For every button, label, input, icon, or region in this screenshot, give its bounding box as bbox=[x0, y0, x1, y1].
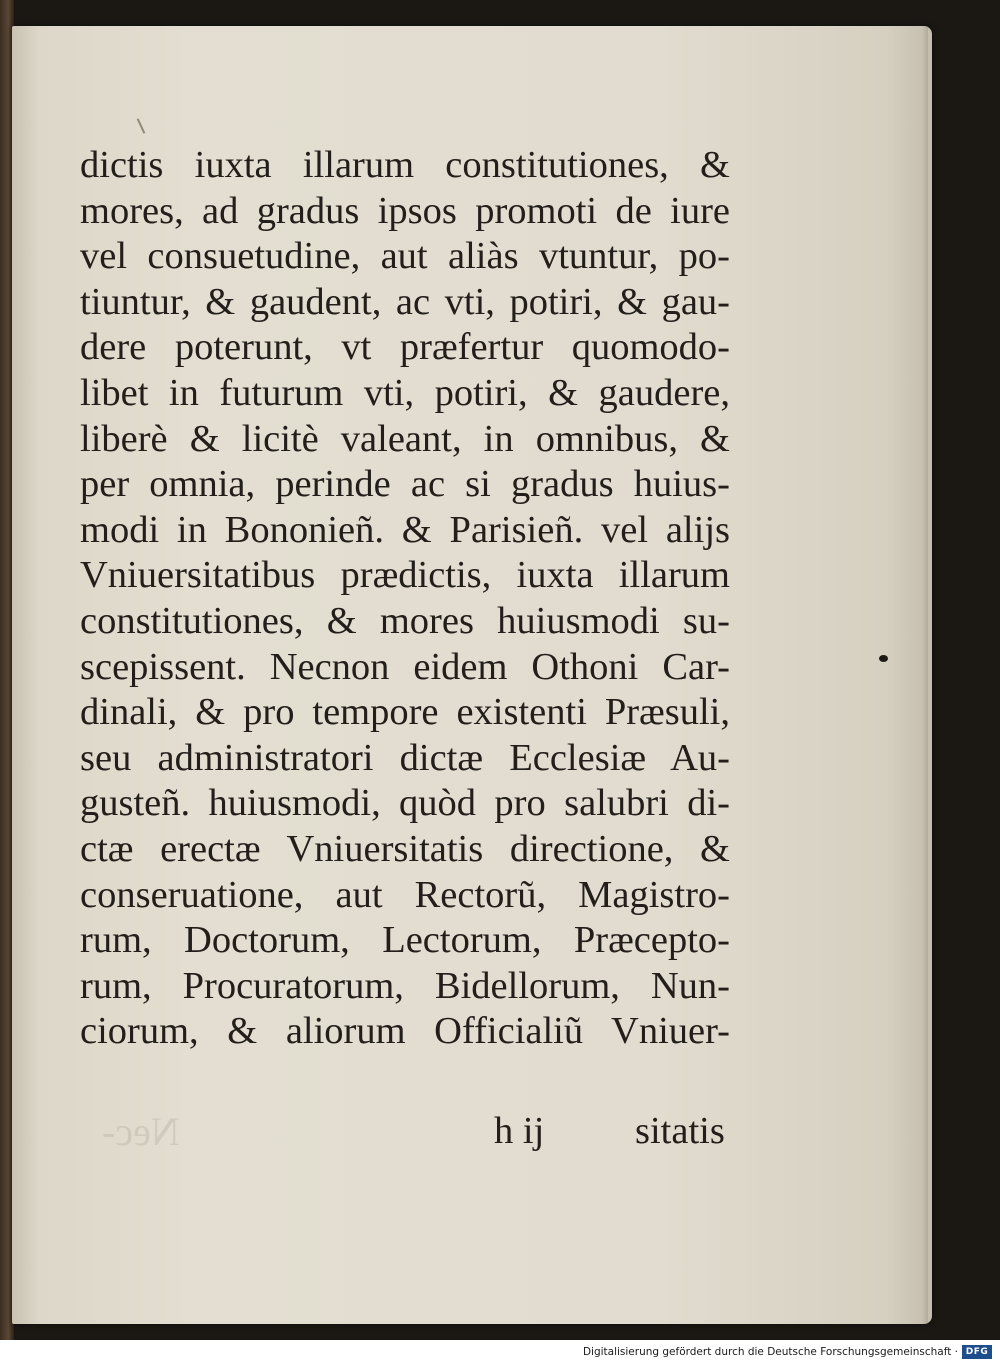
paper-mark bbox=[137, 118, 146, 133]
text-line: ctæ erectæ Vniuersitatis directione, & bbox=[80, 827, 730, 870]
text-line: seu administratori dictæ Ecclesiæ Au- bbox=[80, 736, 730, 779]
text-line: rum, Procuratorum, Bidellorum, Nun- bbox=[80, 964, 730, 1007]
footer-bar bbox=[0, 1340, 1000, 1365]
signature-mark: h ij bbox=[494, 1110, 545, 1152]
page-edge-shading bbox=[922, 26, 928, 1324]
text-line: constitutiones, & mores huiusmodi su- bbox=[80, 599, 730, 642]
text-line: liberè & licitè valeant, in omnibus, & bbox=[80, 417, 730, 460]
text-line: dictis iuxta illarum constitutiones, & bbox=[80, 144, 730, 186]
text-line: rum, Doctorum, Lectorum, Præcepto- bbox=[80, 919, 730, 962]
text-line: gusteñ. huiusmodi, quòd pro salubri di- bbox=[80, 782, 730, 825]
text-line: mores, ad gradus ipsos promoti de iure bbox=[80, 189, 730, 232]
ink-spot bbox=[879, 655, 888, 662]
text-line: conseruatione, aut Rectorũ, Magistro- bbox=[80, 873, 730, 916]
page-text-block bbox=[80, 143, 730, 1055]
text-line: tiuntur, & gaudent, ac vti, potiri, & gau- bbox=[80, 280, 730, 323]
book-page bbox=[12, 26, 932, 1324]
dfg-logo: DFG bbox=[962, 1345, 992, 1359]
text-line: vel consuetudine, aut aliàs vtuntur, po- bbox=[80, 235, 730, 278]
text-line: ciorum, & aliorum Officialiũ Vniuer- bbox=[80, 1010, 730, 1053]
funding-credit: Digitalisierung gefördert durch die Deutsche Forschungsgemeinschaft · bbox=[582, 1346, 958, 1358]
text-line: modi in Bononieñ. & Parisieñ. vel alijs bbox=[80, 508, 730, 551]
text-line: libet in futurum vti, potiri, & gaudere, bbox=[80, 371, 730, 414]
offset-show-through: Nec- bbox=[102, 1109, 180, 1154]
text-line: Vniuersitatibus prædictis, iuxta illarum bbox=[80, 554, 730, 597]
catchword: sitatis bbox=[635, 1110, 725, 1152]
text-line: dere poterunt, vt præfertur quomodo- bbox=[80, 326, 730, 369]
text-line: scepissent. Necnon eidem Othoni Car- bbox=[80, 645, 730, 688]
text-line: per omnia, perinde ac si gradus huius- bbox=[80, 463, 730, 506]
text-line: dinali, & pro tempore existenti Præsuli, bbox=[80, 691, 730, 734]
